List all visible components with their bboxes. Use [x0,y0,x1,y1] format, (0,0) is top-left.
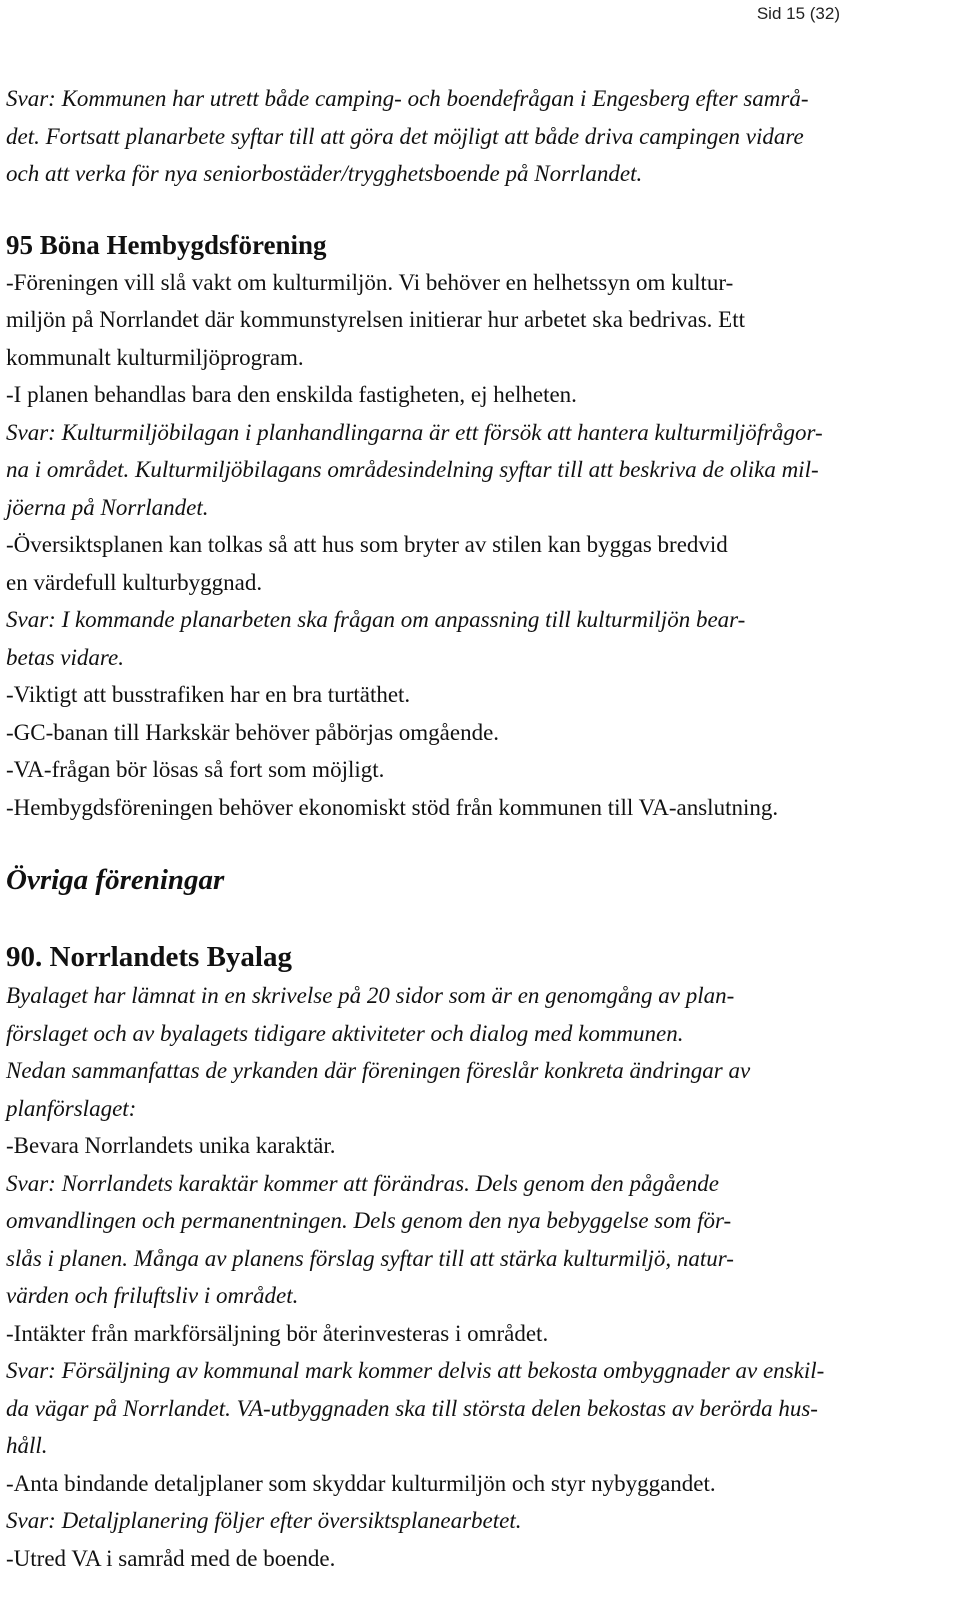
comment-line: -Viktigt att busstrafiken har en bra turtäthet. [6,682,411,707]
comment-line: -GC-banan till Harkskär behöver påbörjas omgående. [6,719,500,745]
answer-line: håll. [6,1433,48,1458]
answer-line: värden och friluftsliv i området. [6,1283,299,1308]
comment-line: -Anta bindande detaljplaner som skyddar kulturmiljön och styr nybyggandet. [6,1470,716,1496]
comment-line: -Föreningen vill slå vakt om kulturmiljön. Vi behöver en helhetssyn om kultur- [6,269,734,295]
answer-line: planförslaget: [6,1095,137,1121]
answer-line: Nedan sammanfattas de yrkanden där föreningen föreslår konkreta ändringar av [6,1058,751,1083]
answer-line: omvandlingen och permanentningen. Dels genom den nya bebyggelse som för- [6,1208,732,1233]
answer-line: Svar: Kulturmiljöbilagan i planhandlingarna är ett försök att hantera kulturmiljöfrågor- [6,419,823,445]
document-body [6,80,936,1577]
answer-line: Byalaget har lämnat in en skrivelse på 20 sidor som är en genomgång av plan- [6,983,735,1008]
answer-line: na i området. Kulturmiljöbilagans områdesindelning syftar till att beskriva de olika mil- [6,457,819,482]
comment-line: -Hembygdsföreningen behöver ekonomiskt stöd från kommunen till VA-anslutning. [6,794,779,820]
section-95-body [6,264,936,827]
answer-line: Svar: Norrlandets karaktär kommer att förändras. Dels genom den pågående [6,1170,719,1196]
answer-block-camping [6,80,936,193]
answer-line: Svar: I kommande planarbeten ska frågan om anpassning till kulturmiljön bear- [6,607,746,632]
section-heading-90: 90. Norrlandets Byalag [6,941,292,973]
answer-line: Svar: Detaljplanering följer efter översiktsplanearbetet. [6,1508,522,1533]
section-90-body [6,977,936,1577]
answer-line: jöerna på Norrlandet. [6,494,209,520]
answer-line: slås i planen. Många av planens förslag syftar till att stärka kulturmiljö, natur- [6,1245,734,1271]
comment-line: -VA-frågan bör lösas så fort som möjligt. [6,757,385,782]
answer-line: Svar: Försäljning av kommunal mark kommer delvis att bekosta ombyggnader av enskil- [6,1358,825,1383]
answer-line: Svar: Kommunen har utrett både camping- och boendefrågan i Engesberg efter samrå- [6,86,809,111]
answer-line: och att verka för nya seniorbostäder/trygghetsboende på Norrlandet. [6,161,643,186]
comment-line: kommunalt kulturmiljöprogram. [6,344,304,370]
comment-line: -Bevara Norrlandets unika karaktär. [6,1133,336,1158]
comment-line: en värdefull kulturbyggnad. [6,569,263,595]
comment-line: -I planen behandlas bara den enskilda fastigheten, ej helheten. [6,382,577,407]
comment-line: miljön på Norrlandet där kommunstyrelsen initierar hur arbetet ska bedrivas. Ett [6,307,745,332]
section-heading-ovriga: Övriga föreningar [6,864,225,896]
answer-line: det. Fortsatt planarbete syftar till att göra det möjligt att både driva campingen vidare [6,123,804,149]
section-heading-95: 95 Böna Hembygdsförening [6,229,327,260]
answer-line: da vägar på Norrlandet. VA-utbyggnaden ska till största delen bekostas av berörda hus- [6,1395,818,1421]
answer-line: betas vidare. [6,644,124,670]
answer-line: förslaget och av byalagets tidigare aktiviteter och dialog med kommunen. [6,1020,684,1046]
comment-line: -Utred VA i samråd med de boende. [6,1545,336,1571]
page-number: Sid 15 (32) [756,4,840,23]
comment-line: -Intäkter från markförsäljning bör återinvesteras i området. [6,1320,549,1346]
comment-line: -Översiktsplanen kan tolkas så att hus som bryter av stilen kan byggas bredvid [6,532,728,557]
